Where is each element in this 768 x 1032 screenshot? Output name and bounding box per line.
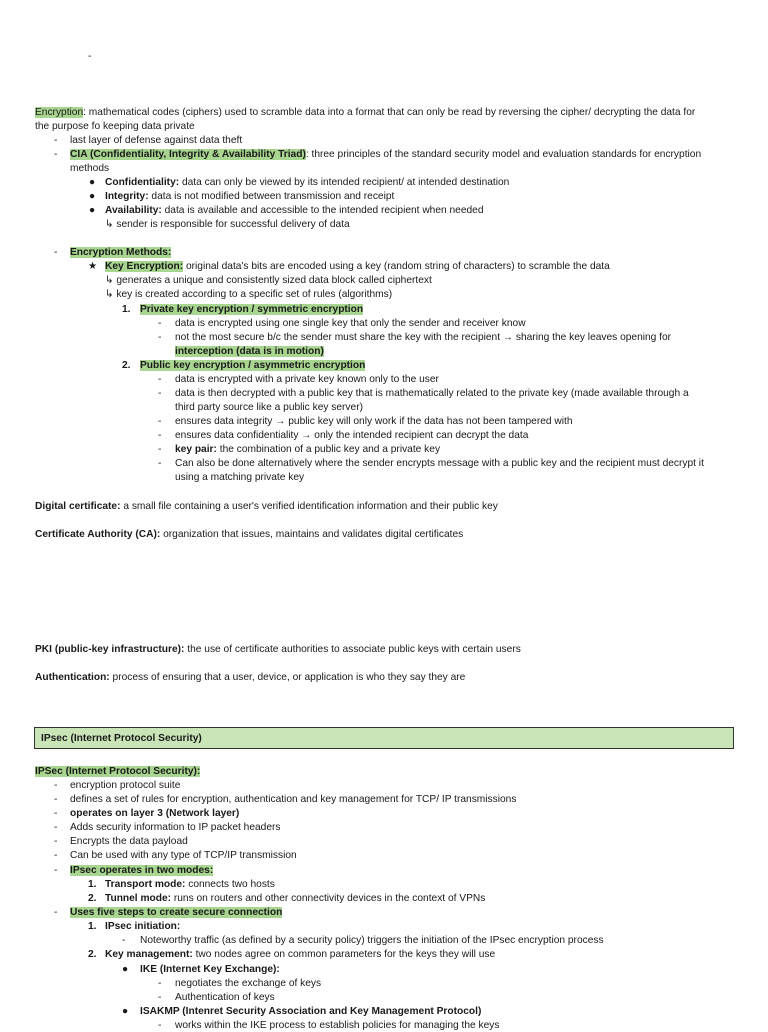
methods-title: Encryption Methods: [70,247,172,258]
ipsec-header-label: IPsec (Internet Protocol Security) [41,733,202,744]
key-pair-item: key pair: the combination of a public key and a private key [175,444,441,455]
list-item: ensures data integrity → public key will only work if the data has not been tampered with [175,416,573,427]
list-dash: - [54,780,58,791]
list-item: data is encrypted using one single key that only the sender and receiver know [175,318,526,329]
transport-mode-item: Transport mode: connects two hosts [105,879,275,890]
star-icon: ★ [88,261,98,272]
list-number: 2. [88,949,97,960]
list-item: negotiates the exchange of keys [175,978,322,989]
list-dash: - [54,850,58,861]
tunnel-mode-item: Tunnel mode: runs on routers and other connectivity devices in the context of VPNs [105,893,486,904]
list-item-cont: using a matching private key [175,472,305,483]
bullet-dot: ● [89,191,96,202]
list-number: 2. [122,360,131,371]
interception-note: interception (data is in motion) [175,346,324,357]
bullet-dot: ● [89,177,96,188]
list-dash: - [54,794,58,805]
isakmp-item: ISAKMP (Intenret Security Association and Key Management Protocol) [140,1006,482,1017]
list-dash: - [54,135,58,146]
layer3-item: operates on layer 3 (Network layer) [70,808,240,819]
cia-term: CIA (Confidentiality, Integrity & Availability Triad) [70,149,306,160]
list-dash: - [158,318,162,329]
list-number: 2. [88,893,97,904]
ike-item: IKE (Internet Key Exchange): [140,964,280,975]
encryption-def-line2: the purpose fo keeping data private [35,121,195,132]
availability-item: Availability: data is available and accessible to the intended recipient when needed [105,205,484,216]
list-number: 1. [122,304,131,315]
list-item: data is then decrypted with a public key that is mathematically related to the private key (made available through a [175,388,689,399]
list-item: last layer of defense against data theft [70,135,243,146]
list-dash: - [158,388,162,399]
list-dash: - [54,822,58,833]
bullet-dot: ● [122,964,129,975]
list-dash: - [122,935,126,946]
list-dash: - [158,332,162,343]
list-item: works within the IKE process to establish policies for managing the keys [175,1020,500,1031]
list-item: ensures data confidentiality → only the intended recipient can decrypt the data [175,430,529,441]
cia-def-line2: methods [70,163,110,174]
list-dash: - [158,1020,162,1031]
confidentiality-item: Confidentiality: data can only be viewed by its intended recipient/ at intended destination [105,177,510,188]
list-item: Authentication of keys [175,992,275,1003]
symmetric-title: Private key encryption / symmetric encryption [140,304,364,315]
list-item: Noteworthy traffic (as defined by a security policy) triggers the initiation of the IPsec encryption process [140,935,604,946]
step-key-management: Key management: two nodes agree on common parameters for the keys they will use [105,949,496,960]
list-dash: - [158,416,162,427]
list-item: Encrypts the data payload [70,836,188,847]
list-dash: - [54,149,58,160]
list-item: Can also be done alternatively where the sender encrypts message with a public key and the recipient must decrypt it [175,458,704,469]
ca-definition: Certificate Authority (CA): organization that issues, maintains and validates digital certificates [35,529,464,540]
list-item: not the most secure b/c the sender must share the key with the recipient → sharing the key leaves opening for [175,332,672,343]
steps-title: Uses five steps to create secure connection [70,907,283,918]
list-number: 1. [88,921,97,932]
list-dash: - [54,247,58,258]
encryption-def: : mathematical codes (ciphers) used to scramble data into a format that can only be read by reversing the cipher/ decrypting the data for [83,107,696,118]
digital-certificate-definition: Digital certificate: a small file containing a user's verified identification information and their public key [35,501,498,512]
step-initiation: IPsec initiation: [105,921,181,932]
arrow-note: ↳ key is created according to a specific set of rules (algorithms) [105,289,393,300]
list-dash: - [54,907,58,918]
asymmetric-title: Public key encryption / asymmetric encryption [140,360,366,371]
integrity-item: Integrity: data is not modified between transmission and receipt [105,191,395,202]
list-number: 1. [88,879,97,890]
cia-def: : three principles of the standard security model and evaluation standards for encryption [305,149,702,160]
list-item: Adds security information to IP packet headers [70,822,281,833]
list-item: Can be used with any type of TCP/IP transmission [70,850,297,861]
bullet-dot: ● [122,1006,129,1017]
list-dash: - [158,430,162,441]
top-dash: - [88,51,92,62]
authentication-definition: Authentication: process of ensuring that a user, device, or application is who they say they are [35,672,466,683]
encryption-term: Encryption [35,107,84,118]
ipsec-header-box [34,727,734,749]
list-dash: - [158,444,162,455]
list-item: defines a set of rules for encryption, authentication and key management for TCP/ IP transmissions [70,794,517,805]
list-dash: - [54,865,58,876]
encryption-definition [35,106,695,119]
list-dash: - [54,808,58,819]
list-dash: - [158,458,162,469]
ipsec-title: IPSec (Internet Protocol Security): [35,766,201,777]
modes-title: IPsec operates in two modes: [70,865,214,876]
pki-definition: PKI (public-key infrastructure): the use of certificate authorities to associate public keys with certain users [35,644,521,655]
list-dash: - [54,836,58,847]
key-encryption-item: Key Encryption: original data's bits are encoded using a key (random string of characters) to scramble the data [105,261,610,272]
list-dash: - [158,978,162,989]
list-dash: - [158,374,162,385]
sender-note: ↳ sender is responsible for successful delivery of data [105,219,350,230]
list-item: data is encrypted with a private key known only to the user [175,374,439,385]
bullet-dot: ● [89,205,96,216]
cia-item [70,148,701,161]
list-dash: - [158,992,162,1003]
list-item-cont: third party source like a public key server) [175,402,363,413]
list-item: encryption protocol suite [70,780,181,791]
arrow-note: ↳ generates a unique and consistently sized data block called ciphertext [105,275,432,286]
